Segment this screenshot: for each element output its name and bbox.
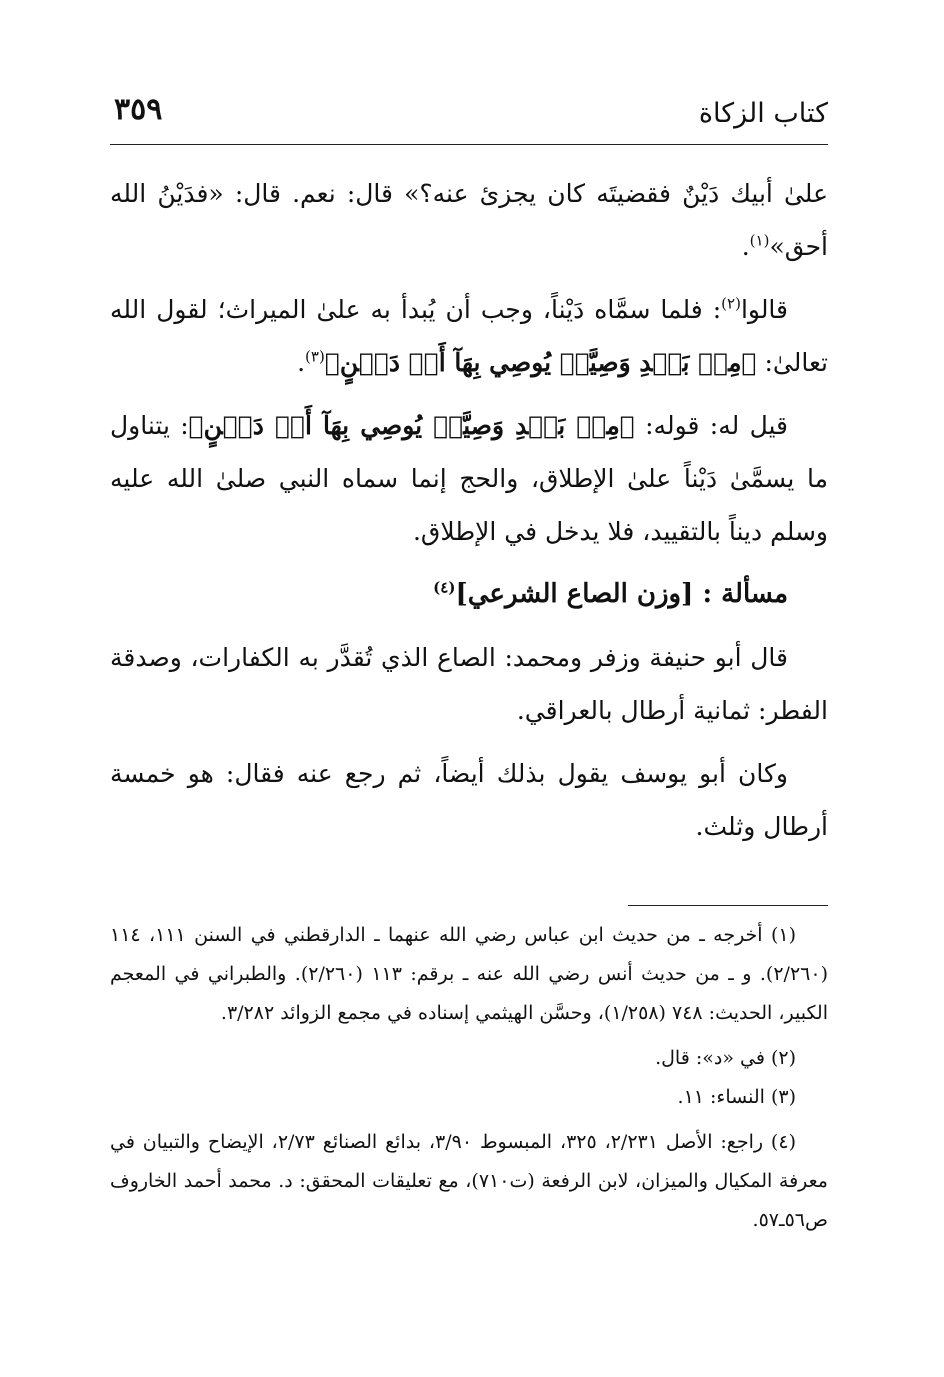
footnote-ref-4: (٤) — [433, 578, 456, 597]
footnote-divider — [628, 905, 828, 906]
footnote-2: (٢) في «د»: قال. — [655, 1047, 796, 1069]
section-heading — [110, 568, 828, 621]
paragraph-5: وكان أبو يوسف يقول بذلك أيضاً، ثم رجع عنه فقال: هو خمسة أرطال وثلث. — [110, 759, 828, 841]
paragraph-1-end: . — [741, 232, 750, 261]
quran-verse-2: ﴿مِنۢ بَعۡدِ وَصِيَّةٖ يُوصِي بِهَآ أَوۡ دَيۡنٍ﴾ — [188, 411, 635, 440]
footnotes — [110, 916, 828, 1240]
paragraph-1-text: علىٰ أبيك دَيْنٌ فقضيتَه كان يجزئ عنه؟» قال: نعم. قال: «فدَيْنُ الله أحق» — [110, 179, 828, 261]
main-text — [110, 167, 828, 853]
paragraph-3-start: قيل له: قوله: — [634, 411, 788, 440]
masala-title: [وزن الصاع الشرعي] — [455, 579, 694, 609]
chapter-title: كتاب الزكاة — [698, 98, 828, 129]
footnote-3: (٣) النساء: ١١. — [677, 1086, 796, 1108]
footnote-4: (٤) راجع: الأصل ٢/٢٣١، ٣٢٥، المبسوط ٣/٩٠، بدائع الصنائع ٢/٧٣، الإيضاح والتبيان في معرفة المكيال والميزان، لابن الرفعة (ت٧١٠)، مع تعليقات المحقق: د. محمد أحمد الخاروف ص٥٦ـ٥٧. — [110, 1131, 828, 1231]
book-page — [110, 92, 828, 1240]
paragraph-3 — [110, 399, 828, 558]
footnote-1: (١) أخرجه ـ من حديث ابن عباس رضي الله عنهما ـ الدارقطني في السنن ١١١، ١١٤ (٢/٢٦٠). و ـ من حديث أنس رضي الله عنه ـ برقم: ١١٣ (٢/٢٦٠). والطبراني في المعجم الكبير، الحديث: ٧٤٨ (١/٢٥٨)، وحسَّن الهيثمي إسناده في مجمع الزوائد ٣/٢٨٢. — [110, 924, 828, 1024]
page-number: ٣٥٩ — [114, 92, 163, 127]
paragraph-2 — [110, 283, 828, 389]
paragraph-3-text: : يتناول ما يسمَّىٰ دَيْناً علىٰ الإطلاق، والحج إنما سماه النبي صلىٰ الله عليه وسلم ديناً بالتقييد، فلا يدخل في الإطلاق. — [110, 411, 828, 546]
masala-label: مسألة : — [702, 579, 788, 609]
footnote-ref-3: (٣) — [305, 347, 325, 366]
running-header — [110, 92, 828, 145]
paragraph-4: قال أبو حنيفة وزفر ومحمد: الصاع الذي تُقدَّر به الكفارات، وصدقة الفطر: ثمانية أرطال بالعراقي. — [110, 643, 828, 725]
paragraph-1 — [110, 167, 828, 273]
footnote-ref-2: (٢) — [721, 294, 741, 313]
paragraph-2-end: . — [297, 348, 306, 377]
quran-verse: ﴿مِنۢ بَعۡدِ وَصِيَّةٖ يُوصِي بِهَآ أَوۡ دَيۡنٍ﴾ — [324, 348, 757, 377]
paragraph-2-text: : فلما سمَّاه دَيْناً، وجب أن يُبدأ به علىٰ الميراث؛ لقول الله تعالىٰ: — [110, 295, 828, 377]
footnote-ref-1: (١) — [749, 231, 770, 250]
paragraph-2-start: قالوا — [740, 295, 788, 324]
